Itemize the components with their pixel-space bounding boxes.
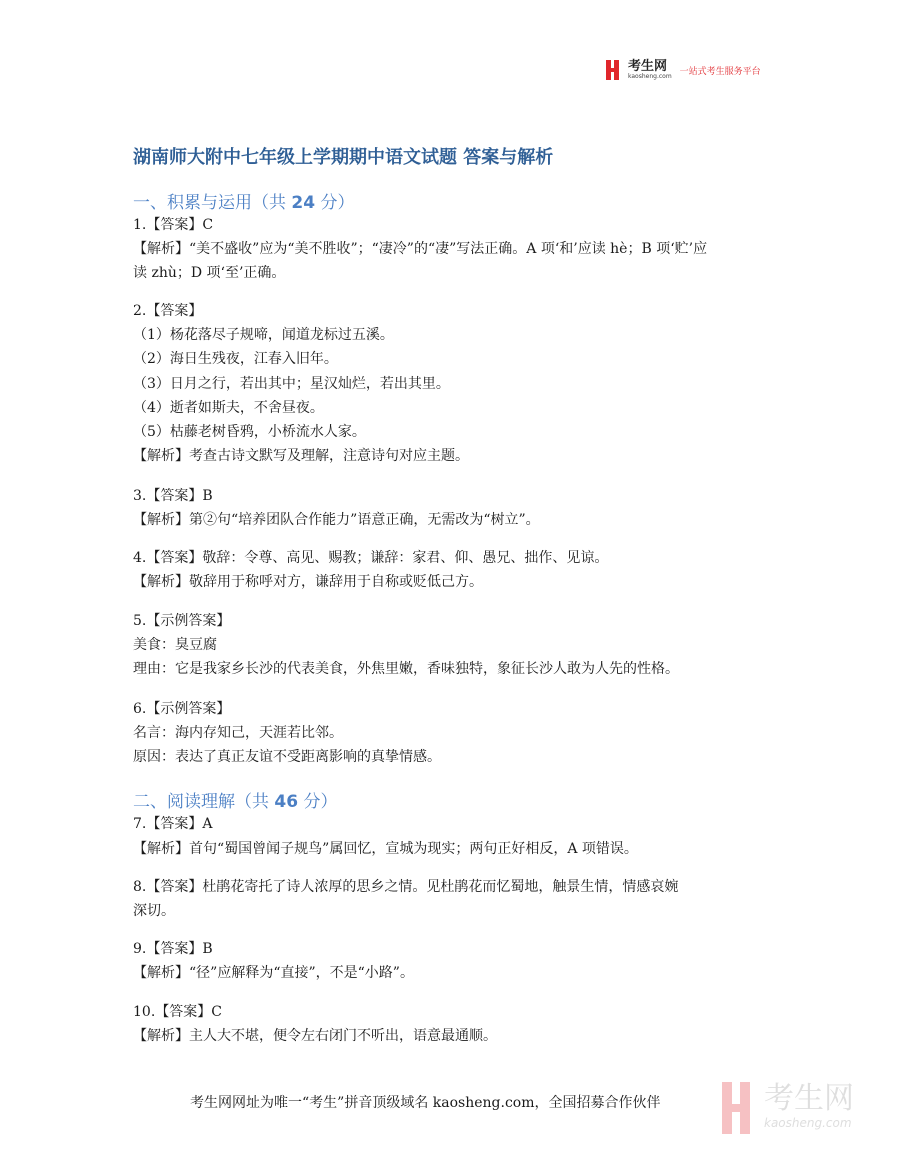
answer-line: （3）日月之行，若出其中；星汉灿烂，若出其里。 <box>133 376 450 392</box>
explanation-line: 【解析】首句“蜀国曾闻子规鸟”属回忆，宣城为现实；两句正好相反，A 项错误。 <box>133 841 638 857</box>
brand-slogan: 一站式考生服务平台 <box>679 66 761 77</box>
explanation-line: 【解析】“径”应解释为“直接”，不是“小路”。 <box>133 965 414 981</box>
watermark-logo <box>722 1082 854 1134</box>
watermark-domain: kaosheng.com <box>764 1116 852 1130</box>
answer-line: （1）杨花落尽子规啼，闻道龙标过五溪。 <box>133 327 394 343</box>
brand-name: 考生网 <box>628 59 668 74</box>
section-heading-2: 二、阅读理解（共 46 分） <box>133 792 338 812</box>
watermark-logo-icon <box>722 1082 756 1134</box>
explanation-line: 读 zhù；D 项‘至’正确。 <box>133 265 286 281</box>
document-title: 湖南师大附中七年级上学期期中语文试题 答案与解析 <box>133 147 554 168</box>
watermark-name: 考生网 <box>764 1081 854 1116</box>
answer-line: 7.【答案】A <box>133 816 213 832</box>
answer-line: 9.【答案】B <box>133 941 213 957</box>
explanation-line: 【解析】“美不盛收”应为“美不胜收”；“凄冷”的“凄”写法正确。A 项‘和’应读 hè；B 项‘贮’应 <box>133 241 708 257</box>
answer-line: （5）枯藤老树昏鸦，小桥流水人家。 <box>133 424 366 440</box>
answer-line: 原因：表达了真正友谊不受距离影响的真挚情感。 <box>133 749 441 765</box>
explanation-line: 【解析】主人大不堪，便令左右闭门不听出，语意最通顺。 <box>133 1028 497 1044</box>
brand-logo-icon <box>606 60 622 80</box>
explanation-line: 【解析】敬辞用于称呼对方，谦辞用于自称或贬低己方。 <box>133 574 483 590</box>
answer-line: 名言：海内存知己，天涯若比邻。 <box>133 725 343 741</box>
answer-line: 3.【答案】B <box>133 488 213 504</box>
brand-domain: kaosheng.com <box>628 73 672 80</box>
answer-line: 5.【示例答案】 <box>133 613 231 629</box>
explanation-line: 【解析】考查古诗文默写及理解，注意诗句对应主题。 <box>133 448 469 464</box>
section-heading-1: 一、积累与运用（共 24 分） <box>133 193 355 213</box>
answer-line: 6.【示例答案】 <box>133 701 231 717</box>
answer-line: 1.【答案】C <box>133 217 214 233</box>
page-footer: 考生网网址为唯一“考生”拼音顶级域名 kaosheng.com，全国招募合作伙伴 <box>190 1095 661 1111</box>
answer-line: 2.【答案】 <box>133 303 203 319</box>
answer-line: （2）海日生残夜，江春入旧年。 <box>133 351 338 367</box>
explanation-line: 【解析】第②句“培养团队合作能力”语意正确，无需改为“树立”。 <box>133 512 540 528</box>
answer-line: 深切。 <box>133 903 175 919</box>
answer-line: （4）逝者如斯夫，不舍昼夜。 <box>133 400 324 416</box>
answer-line: 理由：它是我家乡长沙的代表美食，外焦里嫩，香味独特，象征长沙人敢为人先的性格。 <box>133 661 679 677</box>
brand-logo[interactable] <box>606 60 761 80</box>
answer-line: 8.【答案】杜鹃花寄托了诗人浓厚的思乡之情。见杜鹃花而忆蜀地，触景生情，情感哀婉 <box>133 879 679 895</box>
answer-line: 4.【答案】敬辞：令尊、高见、赐教；谦辞：家君、仰、愚兄、拙作、见谅。 <box>133 550 609 566</box>
answer-line: 10.【答案】C <box>133 1004 222 1020</box>
answer-line: 美食：臭豆腐 <box>133 637 217 653</box>
